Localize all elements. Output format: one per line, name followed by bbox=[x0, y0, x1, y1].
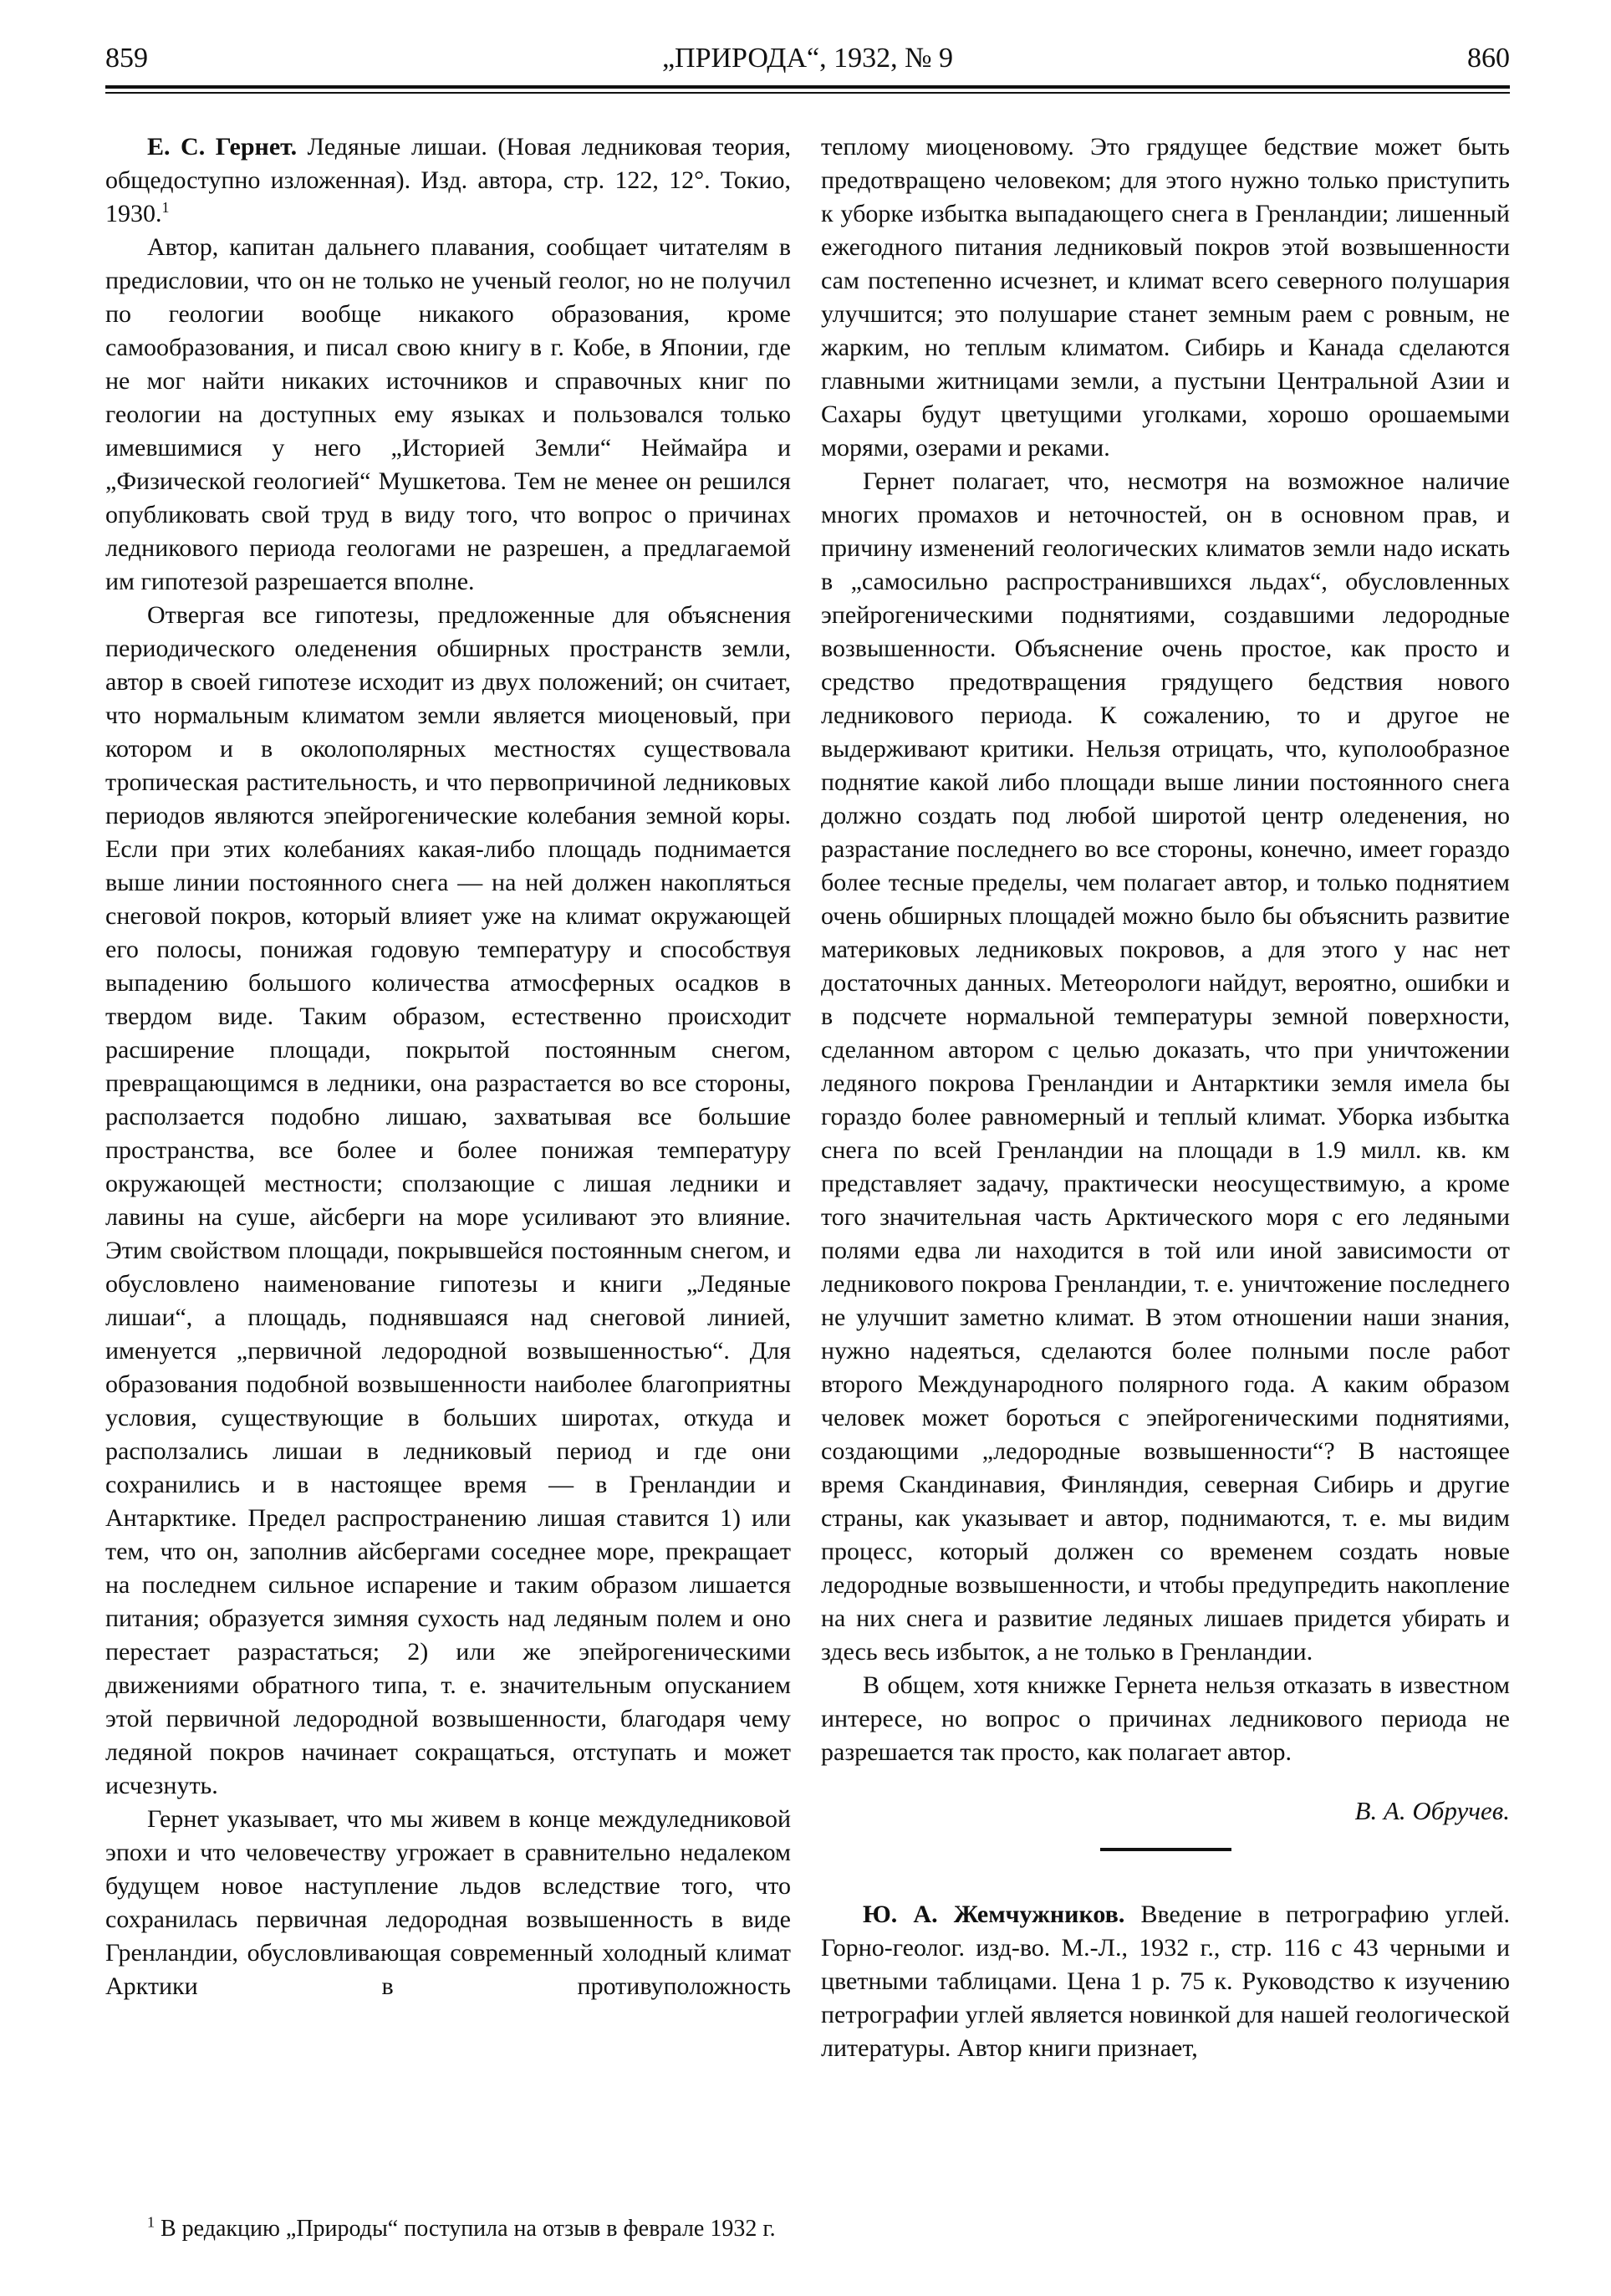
paragraph: Гернет полагает, что, несмотря на возможное наличие многих промахов и неточностей, он в основном прав, и причину изменений геологических климатов земли надо искать в „самосильно распространившихся льдах“, обусловленных эпейрогеническими поднятиями, создавшими ледородные возвышенности. Объяснение очень простое, как просто и средство предотвращения грядущего бедствия нового ледникового периода. К сожалению, то и другое не выдерживают критики. Нельзя отрицать, что, куполообразное поднятие какой либо площади выше линии постоянного снега должно создать под любой широтой центр оледенения, но разрастание последнего во все стороны, конечно, имеет гораздо более тесные пределы, чем полагает автор, и только поднятием очень обширных площадей можно было бы объяснить развитие материковых ледниковых покровов, а для этого у нас нет достаточных данных. Метеорологи найдут, вероятно, ошибки и в подсчете нормальной температуры земной поверхности, сделанном автором с целью доказать, что при уничтожении ледяного покрова Гренландии и Антарктики земля имела бы гораздо более равномерный и теплый климат. Уборка избытка снега по всей Гренландии на площади в 1.9 милл. кв. км представляет задачу, практически неосуществимую, а кроме того значительная часть Арктического моря с его ледяными полями едва ли находится в той или иной зависимости от ледникового покрова Гренландии, т. е. уничтожение последнего не улучшит заметно климат. В этом отношении наши знания, нужно надеяться, сделаются более полными после работ второго Международного полярного года. А каким образом человек может бороться с эпейрогеническими поднятиями, создающими „ледородные возвышенности“? В настоящее время Скандинавия, Финляндия, северная Сибирь и другие страны, как указывает и автор, поднимаются, т. е. мы видим процесс, который должен со временем создать новые ледородные возвышенности, и чтобы предупредить накопление на них снега и развитие ледяных лишаев придется убирать и здесь весь избыток, а не только в Гренландии. bbox=[821, 467, 1510, 1666]
section-divider bbox=[1100, 1848, 1231, 1851]
footnote-mark: 1 bbox=[147, 2213, 155, 2231]
header-rule-top bbox=[105, 85, 1510, 89]
footnote-ref: 1 bbox=[161, 199, 170, 216]
footnote bbox=[105, 2179, 791, 2246]
review2-text: Введение в петрографию углей. Горно-геолог. изд-во. М.-Л., 1932 г., стр. 116 с 43 черными и цветными таблицами. Цена 1 р. 75 к. Руководство к изучению петрографии углей является новинкой для нашей геологической литературы. Автор книги признает, bbox=[821, 1901, 1510, 2062]
review-signature: В. А. Обручев. bbox=[1354, 1796, 1510, 1825]
running-title: „ПРИРОДА“, 1932, № 9 bbox=[661, 43, 954, 74]
page-number-left: 859 bbox=[105, 43, 148, 74]
review2-author: Ю. А. Жемчужников. bbox=[863, 1901, 1125, 1928]
left-column bbox=[105, 130, 791, 2246]
running-header bbox=[105, 40, 1510, 77]
review-heading bbox=[105, 130, 791, 231]
paragraph: Отвергая все гипотезы, предложенные для объяснения периодического оледенения обширных пространств земли, автор в своей гипотезе исходит из двух положений; он считает, что нормальным климатом земли является миоценовый, при котором и в околополярных местностях существовала тропическая растительность, и что первопричиной ледниковых периодов являются эпейрогенические колебания земной коры. Если при этих колебаниях какая-либо площадь поднимается выше линии постоянного снега — на ней должен накопляться снеговой покров, который влияет уже на климат окружающей его полосы, понижая годовую температуру и способствуя выпадению большого количества атмосферных осадков в твердом виде. Таким образом, естественно происходит расширение площади, покрытой постоянным снегом, превращающимся в ледники, она разрастается во все стороны, расползается подобно лишаю, захватывая все большие пространства, все более и более понижая температуру окружающей местности; сползающие с лишая ледники и лавины на суше, айсберги на море усиливают это влияние. Этим свойством площади, покрывшейся постоянным снегом, и обусловлено наименование гипотезы и книги „Ледяные лишаи“, а площадь, поднявшаяся над снеговой линией, именуется „первичной ледородной возвышенностью“. Для образования подобной возвышенности наиболее благоприятны условия, существующие в больших широтах, откуда и расползались лишаи в ледниковый период и где они сохранились и в настоящее время — в Гренландии и Антарктике. Предел распространению лишая ставится 1) или тем, что он, заполнив айсбергами соседнее море, прекращает на последнем сильное испарение и таким образом лишается питания; образуется зимняя сухость над ледяным полем и оно перестает разрастаться; 2) или же эпейрогеническими движениями обратного типа, т. е. значительным опусканием этой первичной ледородной возвышенности, благодаря чему ледяной покров начинает сокращаться, отступать и может исчезнуть. bbox=[105, 601, 791, 1799]
right-column bbox=[821, 130, 1510, 2246]
page-number-right: 860 bbox=[1467, 43, 1510, 74]
paragraph: В общем, хотя книжке Гернета нельзя отказать в известном интересе, но вопрос о причинах ледникового периода не разрешается так просто, как полагает автор. bbox=[821, 1671, 1510, 1766]
paragraph: Автор, капитан дальнего плавания, сообщает читателям в предисловии, что он не только не ученый геолог, но не получил по геологии вообще никакого образования, кроме самообразования, и писал свою книгу в г. Кобе, в Японии, где не мог найти никаких источников и справочных книг по геологии на доступных ему языках и пользовался только имевшимися у него „Историей Земли“ Неймайра и „Физической геологией“ Мушкетова. Тем не менее он решился опубликовать свой труд в виду того, что вопрос о причинах ледникового периода геологами не разрешен, а предлагаемой им гипотезой разрешается вполне. bbox=[105, 233, 791, 595]
paragraph-continued: теплому миоценовому. Это грядущее бедствие может быть предотвращено человеком; для этого нужно только приступить к уборке избытка выпадающего снега в Гренландии; лишенный ежегодного питания ледниковый покров этой возвышенности сам постепенно исчезнет, и климат всего северного полушария улучшится; это полушарие станет земным раем с ровным, не жарким, но теплым климатом. Сибирь и Канада сделаются главными житницами земли, а пустыни Центральной Азии и Сахары будут цветущими уголками, хорошо орошаемыми морями, озерами и реками. bbox=[821, 133, 1510, 462]
review-author: Е. С. Гернет. bbox=[147, 133, 298, 161]
review2-heading bbox=[821, 1898, 1510, 2065]
review-book-title: Ледяные лишаи. (Новая ледниковая теория, общедоступно изложенная). Изд. автора, стр. 122, 12°. Токио, 1930. bbox=[105, 133, 791, 227]
columns bbox=[105, 130, 1510, 2246]
paragraph: Гернет указывает, что мы живем в конце междуледниковой эпохи и что человечеству угрожает в сравнительно недалеком будущем новое наступление льдов вследствие того, что сохранилась первичная ледородная возвышенность в виде Гренландии, обусловливающая современный холодный климат Арктики в противуположность bbox=[105, 1805, 791, 2000]
header-rule-bottom bbox=[105, 92, 1510, 94]
footnote-text: В редакцию „Природы“ поступила на отзыв в феврале 1932 г. bbox=[155, 2216, 776, 2242]
